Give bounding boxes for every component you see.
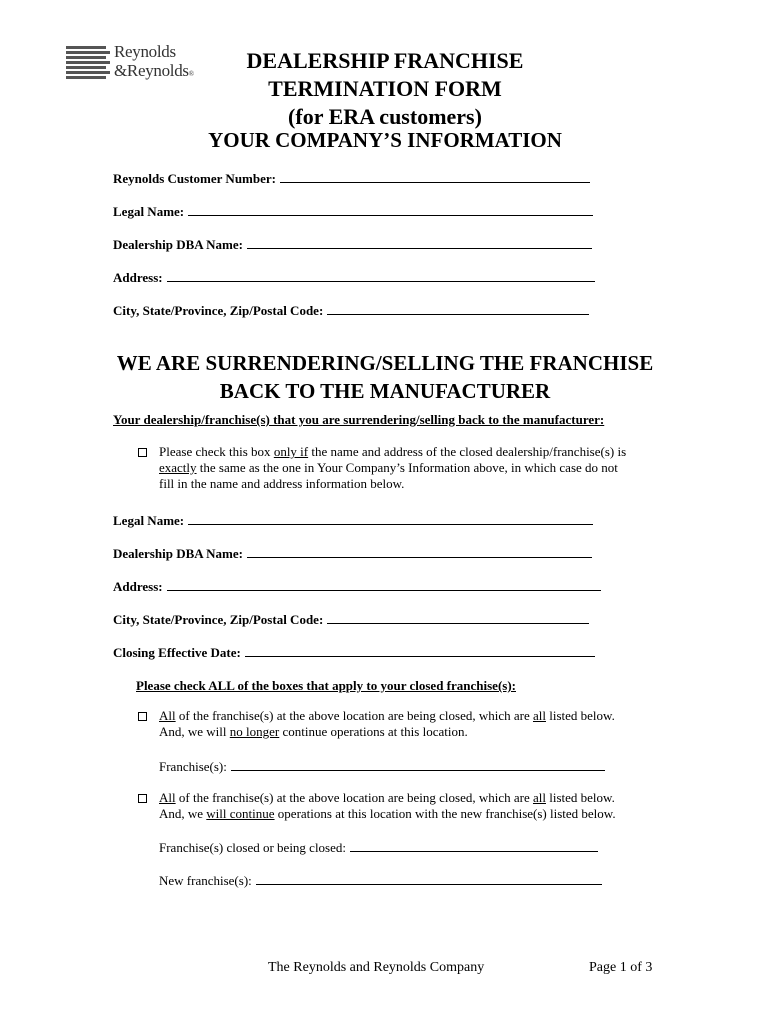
closed-dba-name-label: Dealership DBA Name: [113, 546, 243, 561]
footer-company: The Reynolds and Reynolds Company [268, 960, 485, 975]
legal-name-row [113, 204, 593, 220]
all-closed-will-continue-text: All of the franchise(s) at the above location are being closed, which are all listed below. And, we will continue operations at this location with the new franchise(s) listed below. [159, 790, 616, 821]
logo-wordmark: Reynolds &Reynolds® [114, 42, 194, 80]
form-title [200, 47, 570, 131]
franchises-row [159, 759, 605, 775]
address-field[interactable] [167, 270, 595, 282]
title-line-2: TERMINATION FORM [268, 76, 502, 101]
dba-name-row [113, 237, 592, 253]
customer-number-row [113, 171, 590, 187]
closed-address-row [113, 579, 601, 595]
city-row [113, 303, 589, 319]
closed-city-field[interactable] [327, 612, 589, 624]
dba-name-label: Dealership DBA Name: [113, 237, 243, 252]
closed-address-label: Address: [113, 579, 163, 594]
title-line-1: DEALERSHIP FRANCHISE [246, 48, 524, 73]
surrender-heading [100, 349, 670, 405]
franchises-field[interactable] [231, 759, 605, 771]
closed-legal-name-row [113, 513, 593, 529]
closed-city-label: City, State/Province, Zip/Postal Code: [113, 612, 324, 627]
customer-number-field[interactable] [280, 171, 590, 183]
closed-legal-name-field[interactable] [188, 513, 593, 525]
same-address-checkbox[interactable] [138, 448, 147, 457]
surrender-heading-line-2: BACK TO THE MANUFACTURER [219, 379, 551, 403]
closed-legal-name-label: Legal Name: [113, 513, 185, 528]
new-franchises-label: New franchise(s): [159, 873, 252, 888]
legal-name-label: Legal Name: [113, 204, 185, 219]
closed-franchises-label: Franchise(s) closed or being closed: [159, 840, 347, 855]
closed-franchises-row [159, 840, 598, 856]
closed-dba-name-field[interactable] [247, 546, 592, 558]
customer-number-label: Reynolds Customer Number: [113, 171, 276, 186]
closed-dba-name-row [113, 546, 592, 562]
address-row [113, 270, 595, 286]
title-line-3: (for ERA customers) [288, 104, 482, 129]
reynolds-logo [66, 44, 216, 84]
closing-date-field[interactable] [245, 645, 595, 657]
dba-name-field[interactable] [247, 237, 592, 249]
city-field[interactable] [327, 303, 589, 315]
franchises-label: Franchise(s): [159, 759, 227, 774]
check-all-instruction: Please check ALL of the boxes that apply to your closed franchise(s): [136, 678, 516, 693]
all-closed-will-continue-checkbox[interactable] [138, 794, 147, 803]
closed-franchises-field[interactable] [350, 840, 598, 852]
surrender-instruction: Your dealership/franchise(s) that you are surrendering/selling back to the manufacturer: [113, 412, 605, 427]
closing-date-row [113, 645, 595, 661]
page-number: Page 1 of 3 [589, 960, 653, 975]
city-label: City, State/Province, Zip/Postal Code: [113, 303, 324, 318]
company-info-heading: YOUR COMPANY’S INFORMATION [208, 128, 562, 152]
closing-date-label: Closing Effective Date: [113, 645, 241, 660]
same-address-text: Please check this box only if the name and address of the closed dealership/franchise(s) is exactly the same as the one in Your Company’s Information above, in which case do not fill in the name and address information below. [159, 444, 627, 491]
closed-address-field[interactable] [167, 579, 601, 591]
all-closed-no-longer-checkbox[interactable] [138, 712, 147, 721]
surrender-heading-line-1: WE ARE SURRENDERING/SELLING THE FRANCHISE [116, 351, 654, 375]
closed-city-row [113, 612, 589, 628]
new-franchises-row [159, 873, 602, 889]
address-label: Address: [113, 270, 163, 285]
legal-name-field[interactable] [188, 204, 593, 216]
all-closed-no-longer-text: All of the franchise(s) at the above location are being closed, which are all listed below. And, we will no longer continue operations at this location. [159, 708, 615, 739]
new-franchises-field[interactable] [256, 873, 602, 885]
logo-stripes-icon [66, 46, 110, 82]
